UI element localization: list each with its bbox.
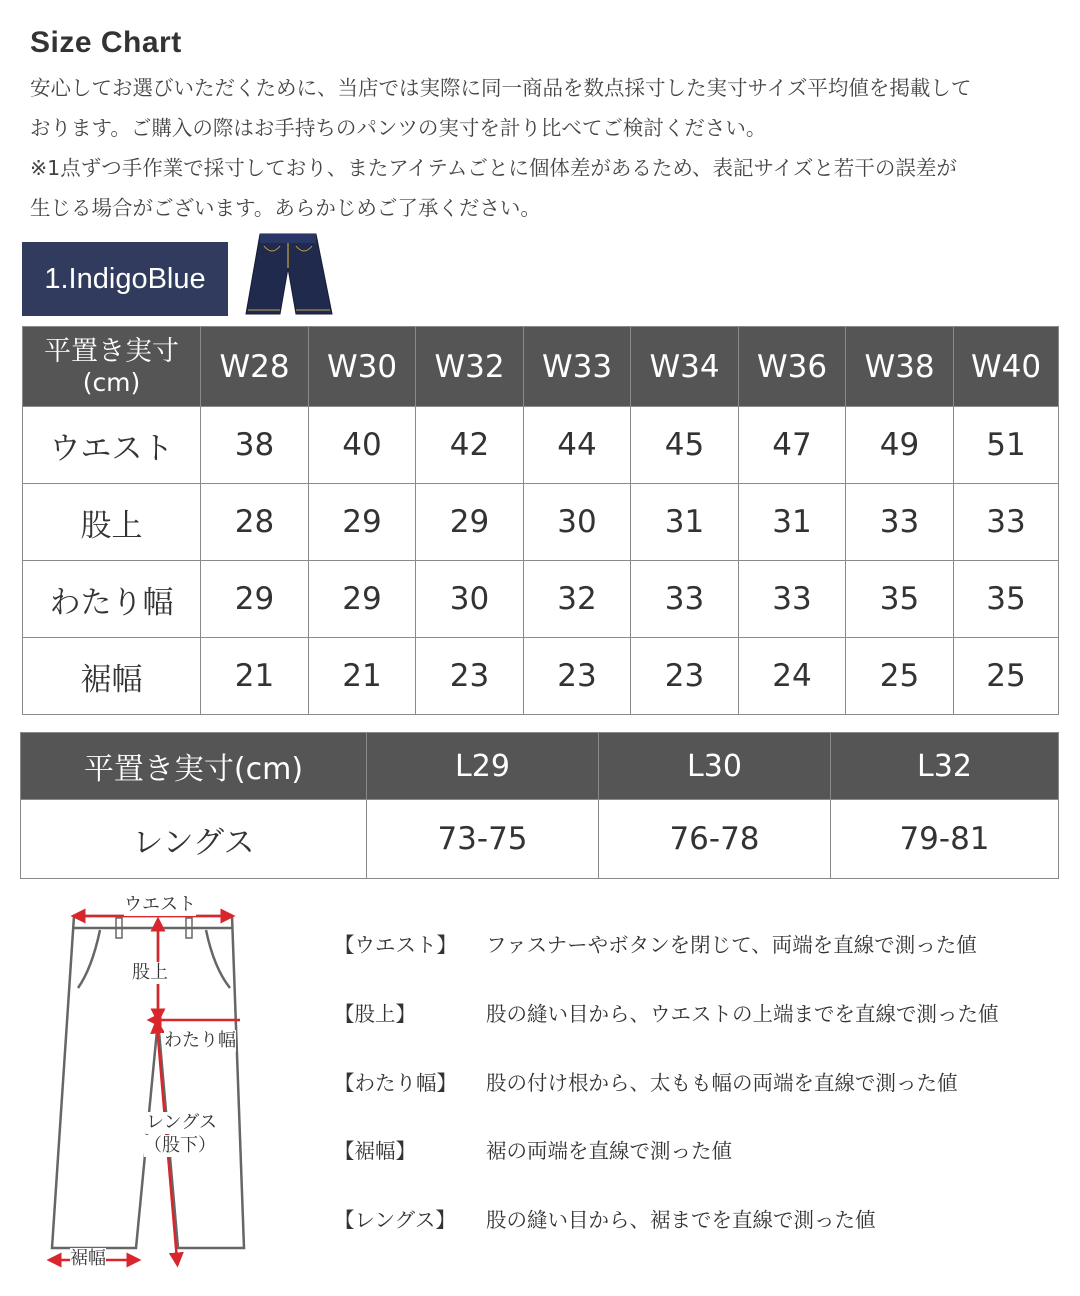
table-cell: 29 — [201, 561, 309, 638]
size-column-header: W28 — [201, 327, 309, 407]
definition-item — [334, 997, 999, 1027]
table-cell: 30 — [524, 484, 631, 561]
header-measure-label — [23, 327, 201, 407]
header-measure-label: 平置き実寸(cm) — [21, 733, 367, 800]
length-size-table — [20, 732, 1059, 879]
size-column-header: L30 — [599, 733, 831, 800]
diagram-label-hem: 裾幅 — [70, 1248, 106, 1269]
table-cell: 51 — [954, 407, 1059, 484]
table-cell: 33 — [954, 484, 1059, 561]
definition-desc: 股の縫い目から、裾までを直線で測った値 — [486, 1208, 876, 1232]
definition-item — [334, 928, 977, 958]
table-cell: 40 — [309, 407, 416, 484]
table-cell: 33 — [846, 484, 954, 561]
definition-term: 【レングス】 — [334, 1208, 456, 1232]
row-label: ウエスト — [23, 407, 201, 484]
diagram-label-inseam-sub: （股下） — [144, 1135, 216, 1156]
definition-item — [334, 1134, 732, 1164]
row-label: わたり幅 — [23, 561, 201, 638]
row-label: 裾幅 — [23, 638, 201, 715]
table-cell: 47 — [739, 407, 846, 484]
diagram-label-waist: ウエスト — [124, 894, 196, 915]
definition-term: 【わたり幅】 — [334, 1071, 457, 1095]
definition-desc: 股の縫い目から、ウエストの上端までを直線で測った値 — [486, 1002, 999, 1026]
variant-label: 1.IndigoBlue — [22, 242, 228, 316]
table-cell: 23 — [524, 638, 631, 715]
definition-item — [334, 1066, 958, 1096]
intro-line: ※1点ずつ手作業で採寸しており、またアイテムごとに個体差があるため、表記サイズと若干の誤差が — [30, 156, 957, 180]
table-cell: 42 — [416, 407, 524, 484]
table-cell: 29 — [416, 484, 524, 561]
table-row — [23, 561, 1059, 638]
table-cell: 23 — [416, 638, 524, 715]
table-cell: 31 — [739, 484, 846, 561]
table-cell: 35 — [846, 561, 954, 638]
table-row — [23, 484, 1059, 561]
header-label: 平置き実寸 — [44, 335, 179, 367]
table-cell: 76-78 — [599, 800, 831, 879]
table-cell: 28 — [201, 484, 309, 561]
table-cell: 79-81 — [831, 800, 1059, 879]
table-cell: 21 — [201, 638, 309, 715]
table-cell: 38 — [201, 407, 309, 484]
table-cell: 31 — [631, 484, 739, 561]
size-column-header: W32 — [416, 327, 524, 407]
table-cell: 25 — [954, 638, 1059, 715]
table-cell: 45 — [631, 407, 739, 484]
indigo-jeans-thumbnail-icon — [240, 228, 336, 320]
size-column-header: W38 — [846, 327, 954, 407]
intro-text — [30, 68, 1060, 228]
size-column-header: W40 — [954, 327, 1059, 407]
size-column-header: L29 — [367, 733, 599, 800]
diagram-label-thigh: わたり幅 — [164, 1030, 236, 1051]
table-cell: 33 — [739, 561, 846, 638]
size-column-header: W33 — [524, 327, 631, 407]
diagram-label-rise: 股上 — [132, 962, 168, 983]
definition-desc: 裾の両端を直線で測った値 — [486, 1139, 732, 1163]
table-cell: 30 — [416, 561, 524, 638]
definition-term: 【ウエスト】 — [334, 933, 457, 957]
header-unit: (cm) — [82, 367, 141, 397]
definition-term: 【裾幅】 — [334, 1139, 416, 1163]
table-row — [23, 407, 1059, 484]
table-row — [21, 800, 1059, 879]
table-cell: 35 — [954, 561, 1059, 638]
pants-measurement-diagram — [40, 888, 280, 1278]
size-column-header: W34 — [631, 327, 739, 407]
table-cell: 23 — [631, 638, 739, 715]
table-header-row — [23, 327, 1059, 407]
table-cell: 29 — [309, 561, 416, 638]
pants-outline-icon — [40, 888, 280, 1278]
table-cell: 29 — [309, 484, 416, 561]
table-cell: 73-75 — [367, 800, 599, 879]
table-cell: 33 — [631, 561, 739, 638]
definition-item — [334, 1203, 876, 1233]
intro-line: 安心してお選びいただくために、当店では実際に同一商品を数点採寸した実寸サイズ平均値を掲載して — [30, 76, 972, 100]
definition-desc: 股の付け根から、太もも幅の両端を直線で測った値 — [486, 1071, 958, 1095]
intro-line: おります。ご購入の際はお手持ちのパンツの実寸を計り比べてご検討ください。 — [30, 116, 767, 140]
definition-term: 【股上】 — [334, 1002, 416, 1026]
diagram-label-inseam: レングス — [146, 1112, 218, 1133]
table-header-row — [21, 733, 1059, 800]
size-column-header: W30 — [309, 327, 416, 407]
row-label: 股上 — [23, 484, 201, 561]
table-row — [23, 638, 1059, 715]
definition-desc: ファスナーやボタンを閉じて、両端を直線で測った値 — [486, 933, 977, 957]
table-cell: 44 — [524, 407, 631, 484]
table-cell: 25 — [846, 638, 954, 715]
table-cell: 32 — [524, 561, 631, 638]
size-column-header: W36 — [739, 327, 846, 407]
table-cell: 49 — [846, 407, 954, 484]
table-cell: 24 — [739, 638, 846, 715]
row-label: レングス — [21, 800, 367, 879]
page-title: Size Chart — [30, 26, 182, 59]
intro-line: 生じる場合がございます。あらかじめご了承ください。 — [30, 196, 541, 220]
waist-size-table — [22, 326, 1059, 715]
table-cell: 21 — [309, 638, 416, 715]
size-column-header: L32 — [831, 733, 1059, 800]
